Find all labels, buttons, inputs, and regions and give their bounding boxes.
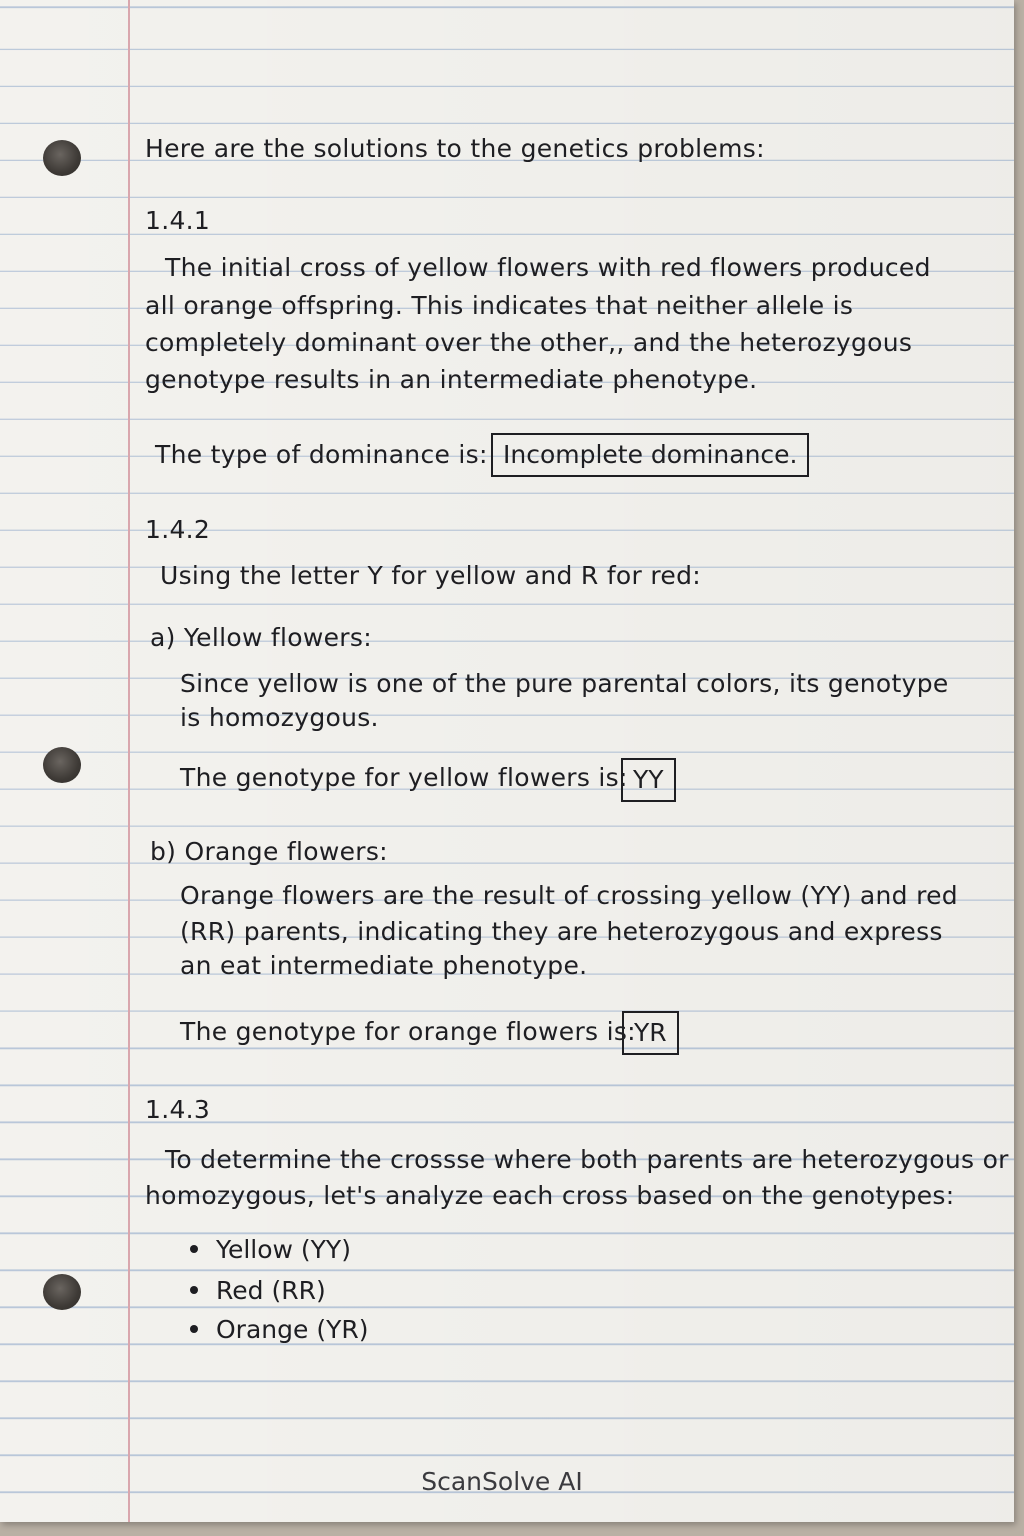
answer-label-yellow: The genotype for yellow flowers is: <box>180 763 628 792</box>
section-heading-1-4-3: 1.4.3 <box>145 1095 211 1124</box>
list-item <box>190 1232 351 1268</box>
list-item-text: Yellow (YY) <box>216 1235 351 1264</box>
paragraph-line: The initial cross of yellow flowers with red flowers produced <box>165 253 931 282</box>
paragraph-line: all orange offspring. This indicates that neither allele is <box>145 291 854 320</box>
binder-hole-top <box>43 140 81 176</box>
binder-hole-middle <box>43 747 81 783</box>
bullet-dot <box>190 1286 198 1294</box>
answer-box-dominance: Incomplete dominance. <box>491 433 809 477</box>
list-item <box>190 1312 368 1348</box>
answer-label-dominance: The type of dominance is: <box>155 440 488 469</box>
paragraph-line: To determine the crossse where both parents are heterozygous or <box>165 1145 1009 1174</box>
paragraph-line: homozygous, let's analyze each cross based on the genotypes: <box>145 1181 955 1210</box>
part-b-title: b) Orange flowers: <box>150 837 388 866</box>
paragraph-line: completely dominant over the other,, and the heterozygous <box>145 328 913 357</box>
answer-box-orange: YR <box>622 1011 679 1055</box>
bullet-dot <box>190 1325 198 1333</box>
intro-text: Here are the solutions to the genetics problems: <box>145 134 765 163</box>
list-item-text: Orange (YR) <box>216 1315 369 1344</box>
paragraph-line: (RR) parents, indicating they are heterozygous and express <box>180 917 943 946</box>
section-heading-1-4-2: 1.4.2 <box>145 515 211 544</box>
paragraph-line: is homozygous. <box>180 703 379 732</box>
section-heading-1-4-1: 1.4.1 <box>145 206 211 235</box>
section-intro: Using the letter Y for yellow and R for red: <box>160 561 701 590</box>
answer-box-yellow: YY <box>621 758 676 802</box>
part-a-title: a) Yellow flowers: <box>150 623 372 652</box>
paragraph-line: Since yellow is one of the pure parental colors, its genotype <box>180 669 949 698</box>
list-item <box>190 1273 326 1309</box>
paragraph-line: Orange flowers are the result of crossing yellow (YY) and red <box>180 881 958 910</box>
binder-hole-bottom <box>43 1274 81 1310</box>
bullet-dot <box>190 1245 198 1253</box>
footer-watermark: ScanSolve AI <box>421 1467 583 1496</box>
margin-line <box>128 0 130 1522</box>
paragraph-line: genotype results in an intermediate phenotype. <box>145 365 758 394</box>
list-item-text: Red (RR) <box>216 1276 326 1305</box>
paragraph-line: an eat intermediate phenotype. <box>180 951 588 980</box>
answer-label-orange: The genotype for orange flowers is: <box>180 1017 636 1046</box>
